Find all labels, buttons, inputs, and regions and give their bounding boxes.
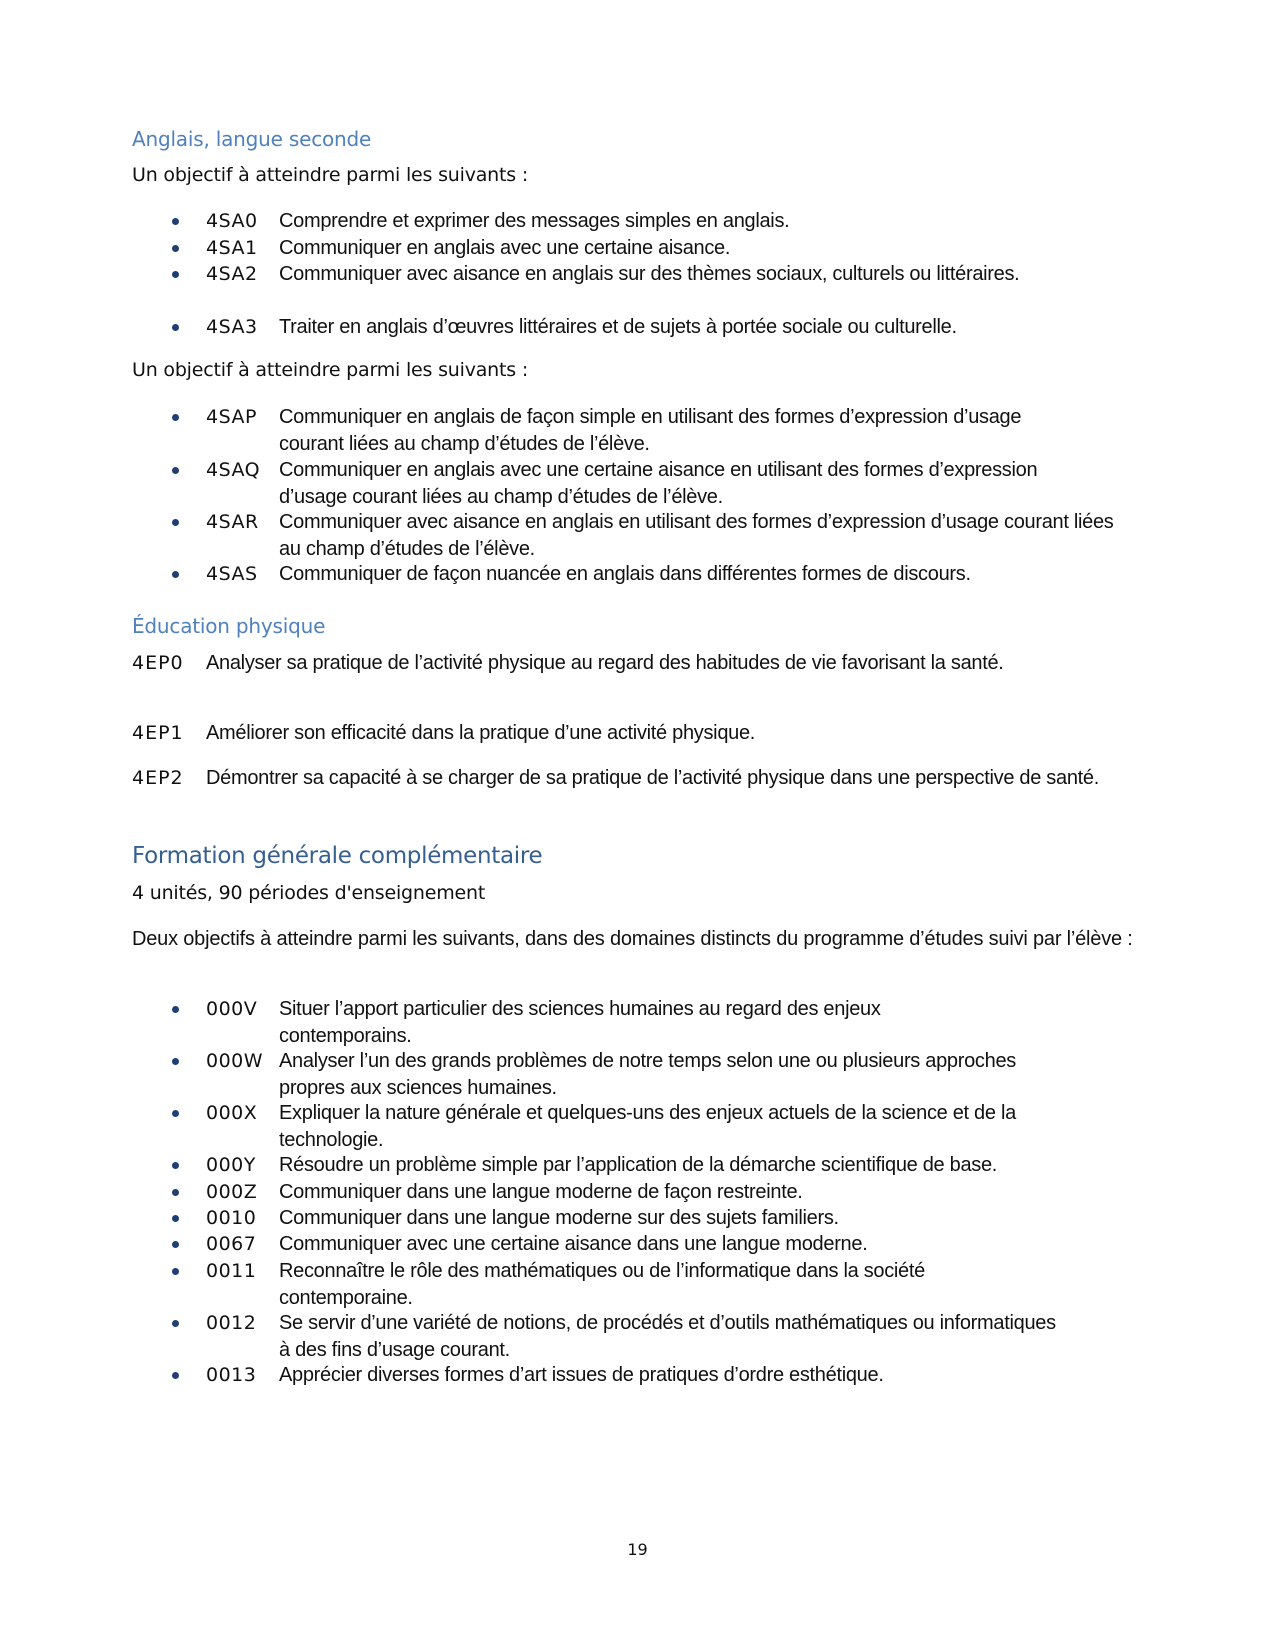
objective-code: 000W — [206, 1050, 264, 1072]
objective-code: 000X — [206, 1102, 258, 1124]
fgc-intro: Deux objectifs à atteindre parmi les suivants, dans des domaines distincts du programme d’études suivi par l’élève : — [132, 928, 1133, 950]
objective-text: Communiquer en anglais avec une certaine aisance. — [279, 237, 731, 259]
objective-text: Traiter en anglais d’œuvres littéraires et de sujets à portée sociale ou culturelle. — [279, 316, 957, 338]
objective-text: Analyser sa pratique de l’activité physique au regard des habitudes de vie favorisant la santé. — [206, 652, 1004, 674]
section-heading-anglais: Anglais, langue seconde — [132, 127, 372, 151]
bullet-icon — [172, 1372, 179, 1379]
objective-text: Situer l’apport particulier des sciences humaines au regard des enjeux contemporains. — [279, 998, 881, 1047]
objective-text: Communiquer avec une certaine aisance dans une langue moderne. — [279, 1233, 868, 1255]
bullet-icon — [172, 1110, 179, 1117]
objective-code: 4SA1 — [206, 237, 258, 259]
objective-code: 4EP0 — [132, 652, 184, 674]
objective-code: 0012 — [206, 1312, 257, 1334]
objective-text: Analyser l’un des grands problèmes de notre temps selon une ou plusieurs approches propres aux sciences humaines. — [279, 1050, 1016, 1099]
bullet-icon — [172, 467, 179, 474]
objective-code: 4SAP — [206, 406, 257, 428]
bullet-icon — [172, 1215, 179, 1222]
section-heading-formation-complementaire: Formation générale complémentaire — [132, 843, 543, 869]
objective-code: 4SA2 — [206, 263, 258, 285]
bullet-icon — [172, 1189, 179, 1196]
objective-code: 4EP2 — [132, 767, 184, 789]
objective-text: Communiquer dans une langue moderne sur des sujets familiers. — [279, 1207, 839, 1229]
objective-text: Se servir d’une variété de notions, de procédés et d’outils mathématiques ou informatiques à des fins d’usage courant. — [279, 1312, 1056, 1361]
bullet-icon — [172, 1006, 179, 1013]
bullet-icon — [172, 571, 179, 578]
objective-text: Comprendre et exprimer des messages simples en anglais. — [279, 210, 790, 232]
units-info: 4 unités, 90 périodes d'enseignement — [132, 882, 486, 904]
objective-code: 0010 — [206, 1207, 257, 1229]
objective-text: Expliquer la nature générale et quelques-uns des enjeux actuels de la science et de la technologie. — [279, 1102, 1016, 1151]
bullet-icon — [172, 1320, 179, 1327]
bullet-icon — [172, 414, 179, 421]
group2-intro: Un objectif à atteindre parmi les suivants : — [132, 359, 529, 381]
objective-text: Communiquer en anglais de façon simple en utilisant des formes d’expression d’usage courant liées au champ d’études de l’élève. — [279, 406, 1022, 455]
objective-code: 0013 — [206, 1364, 257, 1386]
objective-text: Apprécier diverses formes d’art issues de pratiques d’ordre esthétique. — [279, 1364, 884, 1386]
objective-code: 4SA0 — [206, 210, 258, 232]
objective-text: Améliorer son efficacité dans la pratique d’une activité physique. — [206, 722, 756, 744]
bullet-icon — [172, 324, 179, 331]
objective-code: 4SAR — [206, 511, 259, 533]
objective-text: Résoudre un problème simple par l’application de la démarche scientifique de base. — [279, 1154, 998, 1176]
objective-text: Communiquer de façon nuancée en anglais dans différentes formes de discours. — [279, 563, 971, 585]
objective-code: 4EP1 — [132, 722, 184, 744]
bullet-icon — [172, 1058, 179, 1065]
objective-code: 4SAQ — [206, 459, 261, 481]
objective-text: Communiquer avec aisance en anglais en utilisant des formes d’expression d’usage courant liées au champ d’études de l’élève. — [279, 511, 1114, 560]
bullet-icon — [172, 271, 179, 278]
bullet-icon — [172, 245, 179, 252]
group1-intro: Un objectif à atteindre parmi les suivants : — [132, 164, 529, 186]
objective-text: Communiquer dans une langue moderne de façon restreinte. — [279, 1181, 803, 1203]
objective-code: 0011 — [206, 1260, 257, 1282]
bullet-icon — [172, 1241, 179, 1248]
objective-text: Communiquer en anglais avec une certaine aisance en utilisant des formes d’expression d’usage courant liées au champ d’études de l’élève. — [279, 459, 1038, 508]
objective-code: 0067 — [206, 1233, 257, 1255]
objective-code: 000Z — [206, 1181, 258, 1203]
objective-text: Communiquer avec aisance en anglais sur des thèmes sociaux, culturels ou littéraires. — [279, 263, 1020, 285]
bullet-icon — [172, 1162, 179, 1169]
objective-code: 000Y — [206, 1154, 256, 1176]
page-number: 19 — [627, 1540, 648, 1559]
objective-text: Démontrer sa capacité à se charger de sa pratique de l’activité physique dans une perspective de santé. — [206, 767, 1099, 789]
objective-code: 4SAS — [206, 563, 258, 585]
section-heading-education-physique: Éducation physique — [132, 614, 326, 638]
objective-code: 4SA3 — [206, 316, 258, 338]
objective-text: Reconnaître le rôle des mathématiques ou de l’informatique dans la société contemporaine. — [279, 1260, 925, 1309]
bullet-icon — [172, 1268, 179, 1275]
bullet-icon — [172, 218, 179, 225]
objective-code: 000V — [206, 998, 258, 1020]
bullet-icon — [172, 519, 179, 526]
